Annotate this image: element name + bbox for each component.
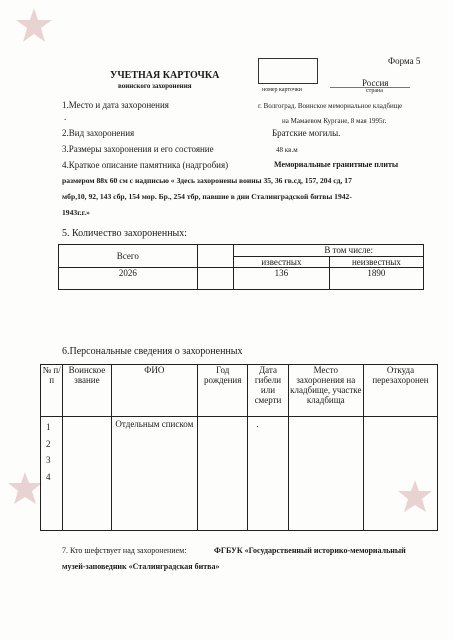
type-label: 2.Вид захоронения (62, 128, 135, 138)
col-header-birth-year: Год рождения (198, 365, 248, 417)
col-header-burial-place: Место захоронения на кладбище, участке кладбища (288, 365, 363, 417)
including-header: В том числе: (233, 245, 423, 257)
place-dot: . (64, 112, 67, 122)
col-header-death-date: Дата гибели или смерти (248, 365, 288, 417)
col-header-number: № п/п (41, 365, 63, 417)
row-numbers-cell (41, 417, 63, 531)
burial-place-cell (288, 417, 363, 531)
country-value: Россия (362, 78, 389, 88)
count-section-title: 5. Количество захороненных: (62, 228, 188, 239)
country-label: страна (366, 88, 383, 94)
personal-section-title: 6.Персональные сведения о захороненных (62, 346, 243, 357)
size-label: 3.Размеры захоронения и его состояние (62, 144, 214, 154)
place-value-2: на Мамаевом Кургане, 8 мая 1995г. (282, 117, 387, 125)
form-label: Форма 5 (388, 56, 421, 66)
personal-table (40, 364, 438, 531)
place-label: 1.Место и дата захоронения (62, 100, 169, 110)
desc-value-4: 1943г.г.» (62, 208, 90, 217)
row-number: 2 (46, 438, 51, 449)
desc-value-2: размером 88х 60 см с надписью « Здесь захоронены воины 35, 36 гв.сд, 157, 204 сд, 17 (62, 176, 352, 185)
size-value: 48 кв.м (276, 146, 298, 154)
card-subtitle: воинского захоронения (118, 82, 192, 90)
watermark-stamp (6, 470, 44, 513)
col-header-reburied-from: Откуда перезахоронен (363, 365, 437, 417)
unknown-value: 1890 (329, 268, 423, 290)
col-header-name: ФИО (111, 365, 197, 417)
row-number: 1 (46, 422, 51, 432)
rank-cell (63, 417, 111, 531)
death-date-cell: . (248, 417, 288, 531)
unknown-header: неизвестных (329, 257, 423, 268)
total-header: Всего (59, 245, 198, 268)
known-header: известных (233, 257, 329, 268)
watermark-stamp (14, 6, 54, 51)
card-title: УЧЕТНАЯ КАРТОЧКА (110, 70, 220, 81)
reburied-from-cell (363, 417, 437, 531)
birth-year-cell (198, 417, 248, 531)
separate-list-cell: Отдельным списком (111, 417, 197, 531)
desc-value-1: Мемориальные гранитные плиты (274, 160, 399, 169)
country-underline (330, 87, 410, 88)
desc-value-3: мбр,10, 92, 143 сбр, 154 мор. Бр., 254 тбр, павшие в дни Сталинградской битвы 1942- (62, 192, 352, 201)
row-number: 3 (46, 455, 51, 465)
card-number-label: номер карточки (262, 87, 302, 93)
place-value-1: г. Волгоград. Воинское мемориальное кладбище (258, 102, 403, 110)
count-table (58, 244, 424, 290)
empty-cell (197, 245, 233, 268)
type-value: Братские могилы. (272, 128, 341, 138)
patron-value-1: ФГБУК «Государственный историко-мемориальный (214, 546, 406, 555)
patron-label: 7. Кто шефствует над захоронением: (62, 546, 187, 555)
card-number-box (258, 58, 318, 84)
empty-cell (197, 268, 233, 290)
row-number: 4 (46, 471, 51, 482)
known-value: 136 (233, 268, 329, 290)
patron-value-2: музей-заповедник «Сталинградская битва» (62, 562, 220, 571)
total-value: 2026 (59, 268, 198, 290)
desc-label: 4.Краткое описание памятника (надгробия) (62, 160, 229, 170)
col-header-rank: Воинское звание (63, 365, 111, 417)
